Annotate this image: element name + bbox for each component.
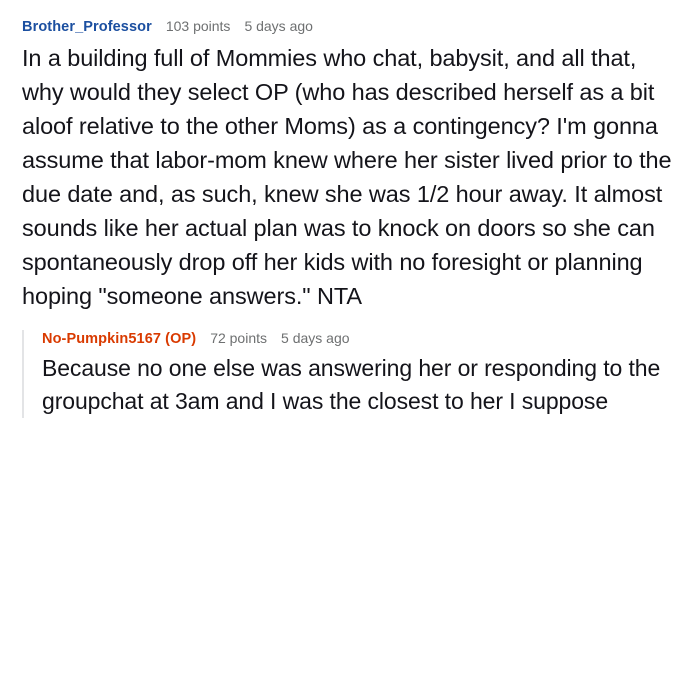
comment-top-level <box>22 18 678 418</box>
reply-meta <box>42 330 678 347</box>
comment-points: 103 points <box>165 18 231 34</box>
reply-points: 72 points <box>210 329 268 346</box>
reply-body: Because no one else was answering her or responding to the groupchat at 3am and I was the closest to her I suppose <box>42 354 661 414</box>
reply-timestamp: 5 days ago <box>281 329 350 346</box>
comment-reply <box>22 330 678 419</box>
reply-author[interactable]: No-Pumpkin5167 (OP) <box>42 330 197 347</box>
comment-timestamp: 5 days ago <box>244 18 313 34</box>
comment-author[interactable]: Brother_Professor <box>22 19 152 35</box>
comment-body: In a building full of Mommies who chat, babysit, and all that, why would they select OP (who has described herself as a bit aloof relative to the other Moms) as a contingency? I'm gonna assume that labor-mom knew where her sister lived prior to the due date and, as such, knew she was 1/2 hour away. It almost sounds like her actual plan was to knock on doors so she can spontaneously drop off her kids with no foresight or planning hoping "someone answers." NTA <box>22 45 672 310</box>
comment-meta <box>22 18 678 35</box>
